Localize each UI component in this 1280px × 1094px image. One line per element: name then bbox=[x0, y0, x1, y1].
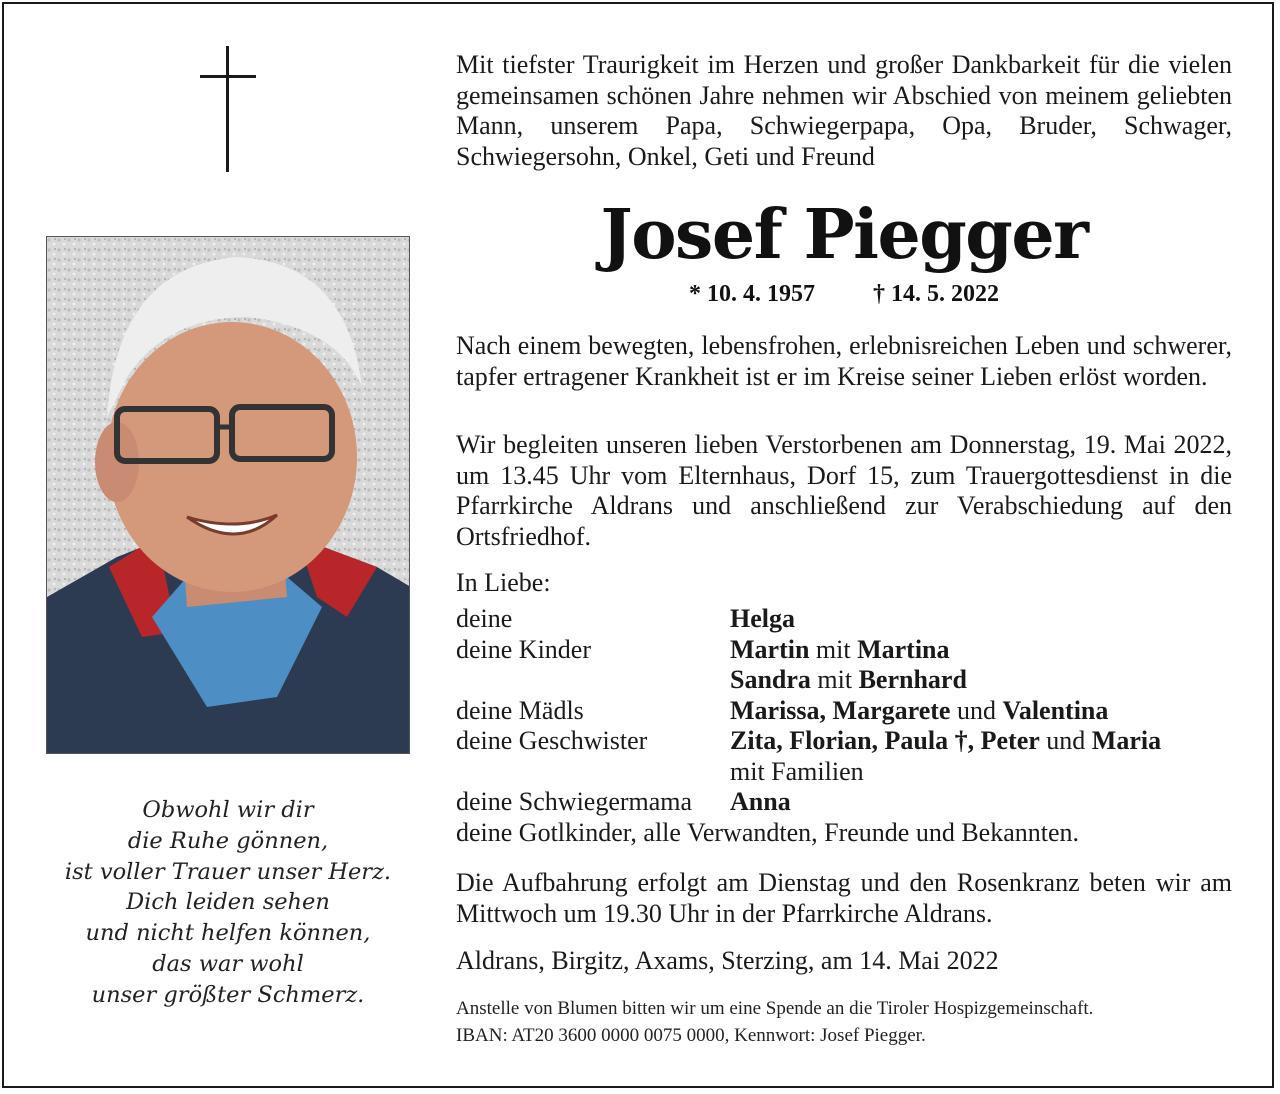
family-label: deine Geschwister bbox=[456, 726, 648, 755]
family-label: deine Schwiegermama bbox=[456, 787, 693, 816]
family-row bbox=[456, 696, 1236, 727]
poem-line: unser größter Schmerz. bbox=[91, 981, 365, 1008]
family-name: Anna bbox=[730, 787, 791, 816]
family-label-empty bbox=[456, 665, 730, 696]
life-paragraph: Nach einem bewegten, lebensfrohen, erlebnisreichen Leben und schwerer, tapfer ertragener Krankheit ist er im Kreise seiner Lieben erlöst worden. bbox=[456, 331, 1232, 391]
poem-line: und nicht helfen können, bbox=[85, 920, 371, 947]
family-name: Sandra bbox=[730, 665, 811, 694]
family-row bbox=[456, 665, 1236, 696]
portrait-photo bbox=[46, 236, 410, 754]
poem-line: Obwohl wir dir bbox=[142, 797, 314, 823]
family-note: mit Familien bbox=[730, 756, 864, 786]
connector-text: mit bbox=[809, 634, 858, 664]
viewing-paragraph: Die Aufbahrung erfolgt am Dienstag und den Rosenkranz beten wir am Mittwoch um 19.30 Uhr in der Pfarrkirche Aldrans. bbox=[456, 868, 1232, 928]
family-row bbox=[456, 726, 1236, 757]
in-love-heading: In Liebe: bbox=[456, 568, 551, 597]
family-name: Maria bbox=[1091, 726, 1162, 755]
family-name: Helga bbox=[730, 604, 795, 633]
family-name: Marissa, Margarete bbox=[730, 695, 951, 725]
family-name: Martina bbox=[857, 634, 950, 664]
connector-text: mit bbox=[810, 665, 859, 694]
family-label: deine Mädls bbox=[456, 695, 584, 725]
intro-text: Mit tiefster Traurigkeit im Herzen und großer Dankbarkeit für die vielen gemeinsamen schönen Jahre nehmen wir Abschied von meinem geliebten Mann, unserem Papa, Schwiegerpapa, Opa, Bruder, Schwager, Schwiegersohn, Onkel, Geti und Freund bbox=[456, 50, 1232, 171]
death-date: † 14. 5. 2022 bbox=[873, 281, 999, 307]
funeral-paragraph: Wir begleiten unseren lieben Verstorbenen am Donnerstag, 19. Mai 2022, um 13.45 Uhr vom Elternhaus, Dorf 15, zum Trauergottesdienst in die Pfarrkirche Aldrans und anschließend zur Verabschiedung auf den Ortsfriedhof. bbox=[456, 430, 1232, 551]
poem-line: die Ruhe gönnen, bbox=[127, 827, 329, 854]
place-date: Aldrans, Birgitz, Axams, Sterzing, am 14. Mai 2022 bbox=[456, 946, 999, 975]
family-label-empty bbox=[456, 757, 730, 788]
family-closing: deine Gotlkinder, alle Verwandten, Freunde und Bekannten. bbox=[456, 817, 1080, 847]
deceased-name: Josef Piegger bbox=[600, 195, 1088, 275]
poem-line: das war wohl bbox=[152, 950, 304, 977]
family-name: Martin bbox=[730, 634, 810, 664]
family-name: Bernhard bbox=[858, 665, 967, 694]
family-list bbox=[456, 604, 1236, 848]
donation-line: Anstelle von Blumen bitten wir um eine Spende an die Tiroler Hospizgemeinschaft. bbox=[456, 998, 1094, 1019]
birth-date: * 10. 4. 1957 bbox=[689, 281, 815, 307]
family-label: deine Kinder bbox=[456, 634, 592, 664]
donation-iban: IBAN: AT20 3600 0000 0075 0000, Kennwort: Josef Piegger. bbox=[456, 1025, 926, 1046]
family-name: Valentina bbox=[1002, 695, 1109, 725]
donation-note bbox=[456, 995, 1232, 1049]
family-row bbox=[456, 818, 1236, 849]
cross-icon bbox=[200, 46, 256, 174]
life-dates bbox=[456, 281, 1232, 308]
poem bbox=[40, 795, 416, 1011]
connector-text: und bbox=[950, 695, 1003, 725]
connector-text: und bbox=[1039, 726, 1092, 755]
poem-line: ist voller Trauer unser Herz. bbox=[64, 858, 392, 885]
family-row bbox=[456, 635, 1236, 666]
family-row bbox=[456, 787, 1236, 818]
family-row bbox=[456, 604, 1236, 635]
family-row bbox=[456, 757, 1236, 788]
family-label: deine bbox=[456, 604, 513, 633]
poem-line: Dich leiden sehen bbox=[126, 889, 330, 916]
family-name: Zita, Florian, Paula †, Peter bbox=[730, 726, 1040, 755]
